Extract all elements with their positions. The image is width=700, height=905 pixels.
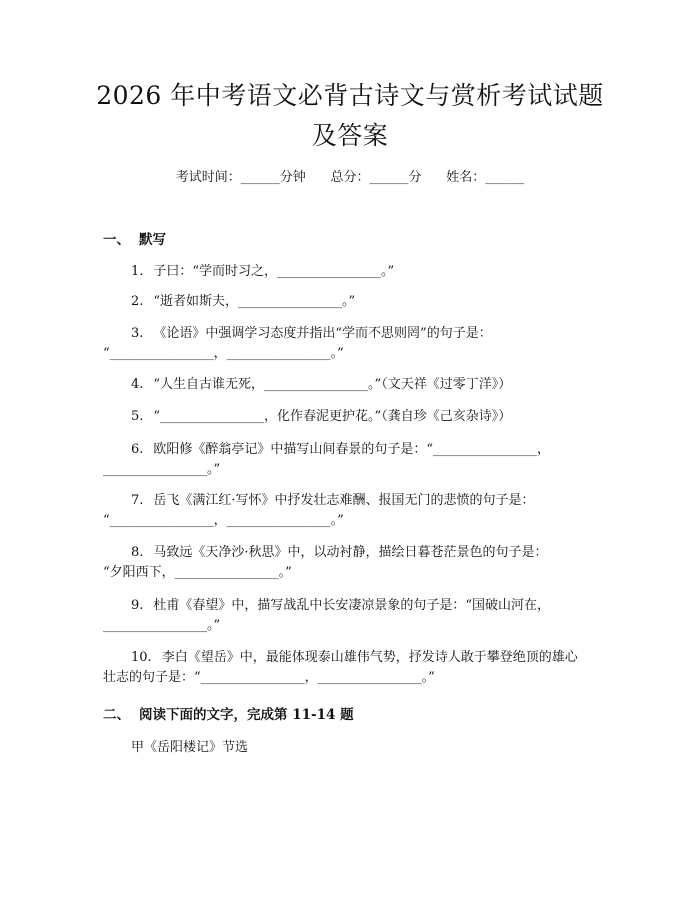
question-8 bbox=[103, 543, 589, 583]
question-number: 5. bbox=[131, 409, 144, 424]
exam-info-line: 考试时间：______分钟 总分：______分 姓名：______ bbox=[175, 170, 525, 185]
question-6 bbox=[103, 440, 589, 480]
passage-label: 甲《岳阳楼记》节选 bbox=[131, 740, 249, 755]
question-9 bbox=[103, 596, 589, 636]
exam-title bbox=[90, 76, 610, 156]
question-text: “________________，化作春泥更护花。”（龚自珍《己亥杂诗》） bbox=[153, 409, 512, 424]
question-text-continued: 壮志的句子是：“________________，________________。” bbox=[103, 670, 435, 685]
question-number: 7. bbox=[131, 493, 144, 508]
question-text: 马致远《天净沙·秋思》中，以动衬静，描绘日暮苍茫景色的句子是： bbox=[153, 545, 548, 560]
question-text: 子曰：“学而时习之，________________。” bbox=[153, 264, 395, 279]
question-number: 6. bbox=[131, 442, 144, 457]
question-text: “人生自古谁无死，________________。”（文天祥《过零丁洋》） bbox=[153, 377, 512, 392]
section-1-number: 一、 bbox=[103, 232, 130, 248]
title-line-1: 2026 年中考语文必背古诗文与赏析考试试题 bbox=[96, 81, 604, 110]
question-3 bbox=[103, 324, 589, 364]
question-text: 杜甫《春望》中，描写战乱中长安凄凉景象的句子是：“国破山河在， bbox=[153, 598, 551, 613]
section-1-heading bbox=[103, 230, 166, 250]
question-10 bbox=[103, 648, 589, 688]
section-2-number: 二、 bbox=[103, 707, 130, 723]
question-text: “逝者如斯夫，________________。” bbox=[153, 294, 356, 309]
question-text: 李白《望岳》中，最能体现泰山雄伟气势，抒发诗人敢于攀登绝顶的雄心 bbox=[161, 650, 578, 665]
title-line-2: 及答案 bbox=[311, 121, 389, 150]
question-number: 10. bbox=[131, 650, 152, 665]
question-7 bbox=[103, 491, 589, 531]
question-text: 岳飞《满江红·写怀》中抒发壮志难酬、报国无门的悲愤的句子是： bbox=[153, 493, 535, 508]
question-5 bbox=[103, 407, 589, 427]
question-1 bbox=[103, 262, 589, 282]
question-number: 9. bbox=[131, 598, 144, 613]
question-number: 3. bbox=[131, 326, 144, 341]
question-number: 8. bbox=[131, 545, 144, 560]
question-text-continued: “夕阳西下，________________。” bbox=[103, 565, 292, 580]
section-2-title: 阅读下面的文字，完成第 11-14 题 bbox=[139, 707, 354, 723]
question-4 bbox=[103, 375, 589, 395]
question-text-continued: “________________，________________。” bbox=[103, 513, 344, 528]
question-number: 4. bbox=[131, 377, 144, 392]
question-text-continued: “________________，________________。” bbox=[103, 346, 344, 361]
question-text: 欧阳修《醉翁亭记》中描写山间春景的句子是：“________________， bbox=[153, 442, 551, 457]
question-text-continued: ________________。” bbox=[103, 618, 221, 633]
question-text-continued: ________________。” bbox=[103, 462, 221, 477]
question-number: 1. bbox=[131, 264, 144, 279]
question-number: 2. bbox=[131, 294, 144, 309]
section-1-title: 默写 bbox=[139, 232, 166, 248]
section-2-heading bbox=[103, 705, 354, 725]
question-text: 《论语》中强调学习态度并指出“学而不思则罔”的句子是： bbox=[153, 326, 492, 341]
question-2 bbox=[103, 292, 589, 312]
